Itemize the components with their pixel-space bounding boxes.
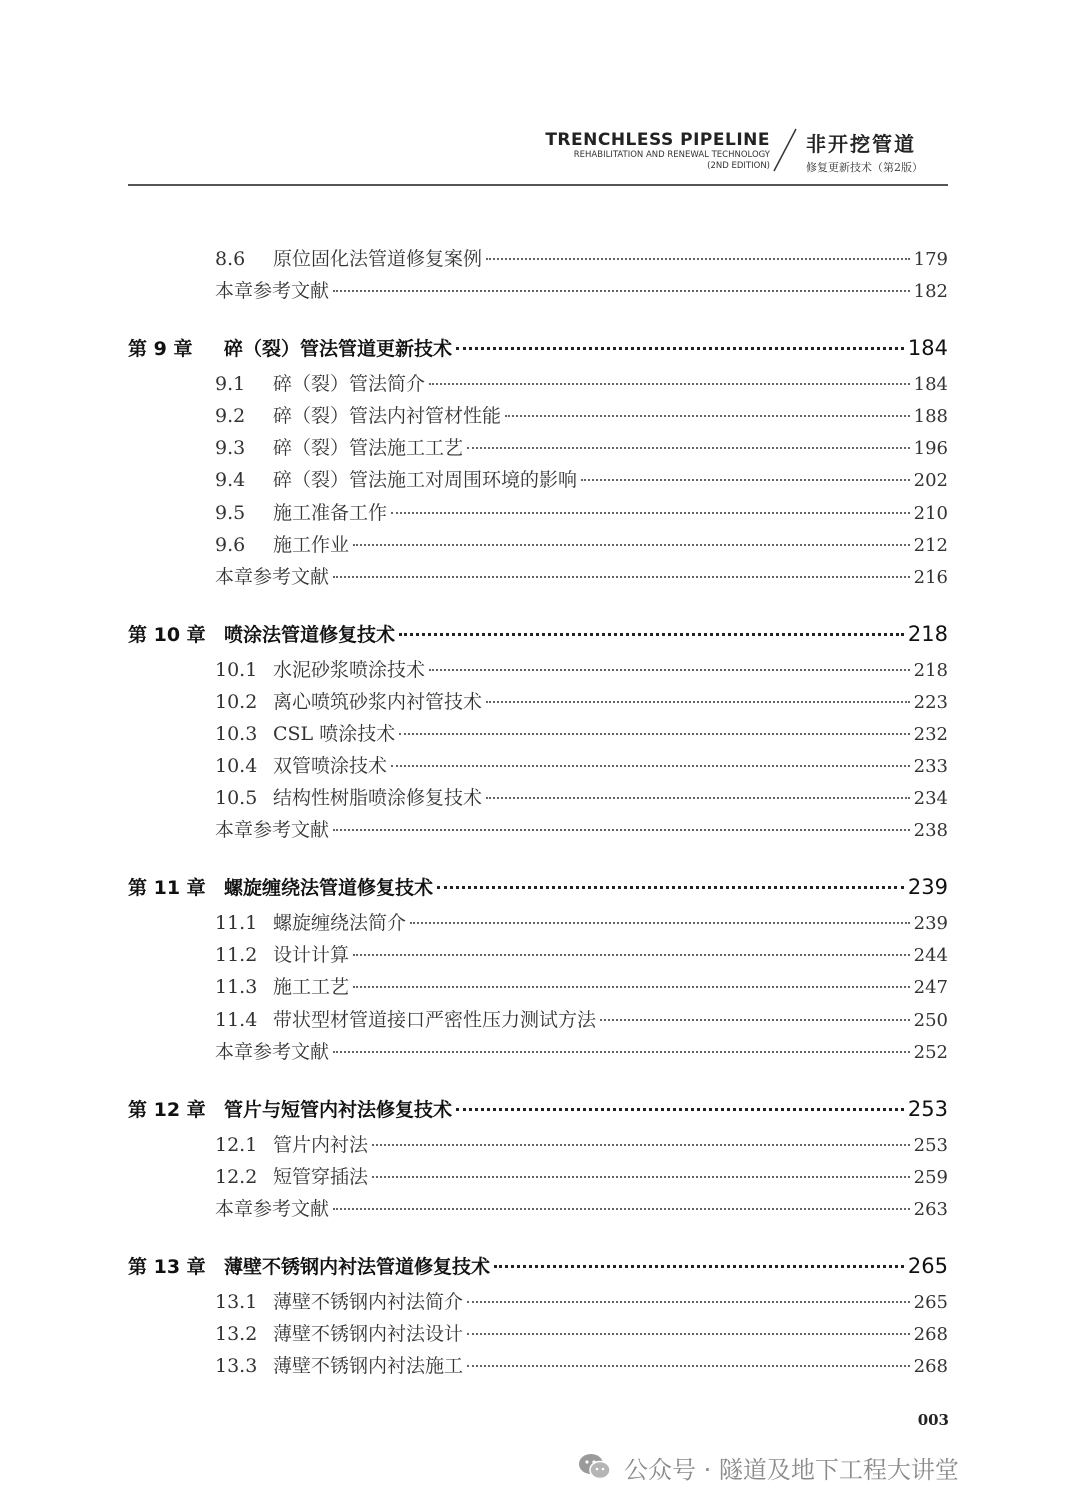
toc-leader-dots bbox=[353, 954, 910, 956]
toc-entry-page: 223 bbox=[913, 691, 948, 713]
toc-section-entry bbox=[215, 687, 948, 714]
toc-entry-page: 265 bbox=[913, 1291, 948, 1313]
toc-entry-title: 本章参考文献 bbox=[215, 280, 330, 303]
toc-chapter-entry bbox=[128, 1252, 948, 1279]
toc-entry-number: 9.4 bbox=[215, 469, 246, 492]
toc-leader-dots bbox=[333, 829, 910, 831]
toc-section-entry bbox=[215, 719, 948, 746]
toc-entry-page: 233 bbox=[913, 756, 948, 777]
toc-entry-title: 管片内衬法 bbox=[273, 1133, 369, 1156]
toc-entry-title: 薄壁不锈钢内衬法简介 bbox=[273, 1290, 464, 1313]
toc-entry-number: 13.3 bbox=[215, 1355, 258, 1377]
toc-section-entry bbox=[215, 1037, 948, 1064]
toc-leader-dots bbox=[486, 797, 910, 799]
toc-entry-page: 268 bbox=[913, 1323, 948, 1345]
toc-section-entry bbox=[215, 465, 948, 492]
toc-section-entry bbox=[215, 1162, 948, 1189]
toc-leader-dots bbox=[372, 1176, 910, 1178]
toc-entry-number: 11.1 bbox=[215, 912, 258, 935]
header-chinese-title: 非开挖管道 bbox=[806, 132, 916, 156]
header-chinese-subtitle: 修复更新技术（第2版） bbox=[806, 161, 923, 174]
toc-section-entry bbox=[215, 530, 948, 557]
toc-entry-page: 253 bbox=[913, 1134, 948, 1156]
toc-entry-number: 第 11 章 bbox=[128, 877, 206, 900]
toc-entry-title: 喷涂法管道修复技术 bbox=[224, 623, 396, 646]
toc-section-entry bbox=[215, 1319, 948, 1346]
toc-entry-page: 210 bbox=[913, 502, 948, 524]
toc-entry-title: 结构性树脂喷涂修复技术 bbox=[273, 787, 483, 810]
toc-section-entry bbox=[215, 940, 948, 967]
toc-leader-dots bbox=[486, 258, 910, 260]
toc-leader-dots bbox=[333, 1051, 910, 1053]
toc-entry-page: 234 bbox=[913, 788, 948, 810]
toc-leader-dots bbox=[467, 1301, 910, 1303]
toc-entry-number: 9.3 bbox=[215, 437, 246, 460]
toc-entry-title: 本章参考文献 bbox=[215, 819, 330, 842]
toc-entry-page: 182 bbox=[913, 281, 948, 303]
toc-leader-dots bbox=[333, 290, 910, 292]
toc-chapter-entry bbox=[128, 873, 948, 900]
toc-entry-title: CSL 喷涂技术 bbox=[273, 722, 396, 745]
toc-entry-number: 10.3 bbox=[215, 722, 258, 745]
toc-entry-page: 252 bbox=[913, 1041, 948, 1063]
toc-entry-title: 本章参考文献 bbox=[215, 565, 330, 588]
toc-entry-number: 8.6 bbox=[215, 248, 246, 270]
toc-leader-dots bbox=[391, 512, 910, 514]
toc-entry-page: 250 bbox=[913, 1009, 948, 1031]
toc-entry-title: 施工工艺 bbox=[273, 976, 350, 999]
toc-entry-page: 218 bbox=[907, 621, 948, 646]
toc-entry-title: 薄壁不锈钢内衬法施工 bbox=[273, 1355, 464, 1377]
toc-leader-dots bbox=[372, 1144, 910, 1146]
running-header bbox=[128, 128, 948, 186]
toc-entry-page: 202 bbox=[913, 470, 948, 492]
toc-leader-dots bbox=[467, 1365, 910, 1367]
toc-section-entry bbox=[215, 1287, 948, 1314]
toc-leader-dots bbox=[333, 1208, 910, 1210]
toc-section-entry bbox=[215, 1005, 948, 1032]
toc-chapter-entry bbox=[128, 620, 948, 647]
toc-leader-dots bbox=[429, 669, 910, 671]
toc-entry-number: 10.1 bbox=[215, 658, 258, 681]
toc-entry-page: 247 bbox=[913, 977, 948, 999]
toc-section-entry bbox=[215, 815, 948, 842]
toc-entry-number: 11.3 bbox=[215, 976, 258, 999]
toc-entry-title: 本章参考文献 bbox=[215, 1040, 330, 1063]
toc-entry-page: 268 bbox=[913, 1356, 948, 1377]
toc-entry-title: 螺旋缠绕法管道修复技术 bbox=[224, 877, 434, 900]
toc-entry-title: 薄壁不锈钢内衬法管道修复技术 bbox=[224, 1255, 491, 1278]
toc-entry-page: 244 bbox=[913, 945, 948, 967]
header-english bbox=[545, 130, 770, 172]
toc-entry-page: 218 bbox=[913, 659, 948, 681]
header-english-title: TRENCHLESS PIPELINE bbox=[545, 130, 770, 150]
toc-entry-page: 212 bbox=[913, 534, 948, 556]
toc-entry-title: 碎（裂）管法简介 bbox=[273, 373, 426, 396]
toc-entry-number: 第 12 章 bbox=[128, 1098, 206, 1121]
toc-leader-dots bbox=[391, 765, 910, 767]
toc-entry-title: 施工作业 bbox=[273, 533, 350, 556]
toc-leader-dots bbox=[505, 415, 910, 417]
toc-entry-number: 12.2 bbox=[215, 1165, 258, 1188]
toc-entry-title: 施工准备工作 bbox=[273, 501, 388, 524]
toc-entry-number: 11.2 bbox=[215, 944, 258, 967]
toc-entry-number: 第 9 章 bbox=[128, 338, 193, 361]
toc-section-entry bbox=[215, 1130, 948, 1157]
toc-section-entry bbox=[215, 655, 948, 682]
toc-entry-number: 13.2 bbox=[215, 1322, 258, 1345]
toc-entry-page: 263 bbox=[913, 1198, 948, 1220]
toc-entry-number: 9.5 bbox=[215, 501, 246, 524]
header-english-edition: (2ND EDITION) bbox=[707, 161, 770, 171]
toc-entry-number: 9.1 bbox=[215, 373, 246, 396]
toc-entry-page: 184 bbox=[913, 374, 948, 396]
toc-entry-title: 本章参考文献 bbox=[215, 1197, 330, 1220]
toc-entry-number: 第 10 章 bbox=[128, 623, 206, 646]
toc-chapter-entry bbox=[128, 334, 948, 361]
toc-entry-title: 碎（裂）管法施工工艺 bbox=[273, 437, 464, 460]
toc-section-entry bbox=[215, 908, 948, 935]
toc-entry-page: 179 bbox=[913, 249, 948, 270]
header-divider-slash bbox=[772, 128, 798, 172]
toc-leader-dots bbox=[581, 479, 910, 481]
toc-entry-title: 原位固化法管道修复案例 bbox=[273, 248, 483, 270]
toc-entry-page: 184 bbox=[907, 336, 948, 361]
toc-entry-page: 239 bbox=[913, 913, 948, 935]
toc-section-entry bbox=[215, 783, 948, 810]
toc-section-entry bbox=[215, 401, 948, 428]
toc-entry-page: 232 bbox=[913, 723, 948, 745]
toc-leader-dots bbox=[429, 383, 910, 385]
toc-entry-number: 13.1 bbox=[215, 1290, 258, 1313]
page-number: 003 bbox=[917, 1411, 949, 1429]
toc-entry-title: 水泥砂浆喷涂技术 bbox=[273, 658, 426, 681]
toc-entry-title: 设计计算 bbox=[273, 944, 350, 967]
toc-section-entry bbox=[215, 498, 948, 525]
watermark bbox=[578, 1447, 959, 1487]
toc-section-entry bbox=[215, 1351, 948, 1378]
toc-entry-number: 11.4 bbox=[215, 1008, 258, 1031]
toc-leader-dots bbox=[486, 701, 910, 703]
toc-leader-dots bbox=[399, 733, 909, 735]
toc-leader-dots bbox=[353, 544, 910, 546]
toc-entry-page: 265 bbox=[907, 1253, 948, 1278]
toc-leader-dots bbox=[467, 1333, 910, 1335]
toc-entry-title: 碎（裂）管法内衬管材性能 bbox=[273, 405, 502, 428]
toc-entry-title: 碎（裂）管法施工对周围环境的影响 bbox=[273, 469, 578, 492]
toc-leader-dots bbox=[399, 633, 904, 636]
toc-entry-page: 216 bbox=[913, 566, 948, 588]
toc-section-entry bbox=[215, 244, 948, 271]
toc-leader-dots bbox=[437, 886, 904, 889]
toc-entry-number: 10.2 bbox=[215, 690, 258, 713]
toc-section-entry bbox=[215, 562, 948, 589]
header-english-subtitle: REHABILITATION AND RENEWAL TECHNOLOGY bbox=[573, 150, 770, 160]
toc-entry-number: 第 13 章 bbox=[128, 1255, 206, 1278]
toc-entry-number: 9.6 bbox=[215, 533, 246, 556]
toc-leader-dots bbox=[333, 576, 910, 578]
toc-section-entry bbox=[215, 751, 948, 778]
toc-entry-page: 238 bbox=[913, 820, 948, 842]
toc-entry-title: 螺旋缠绕法简介 bbox=[273, 912, 407, 935]
watermark-text: 公众号 · 隧道及地下工程大讲堂 bbox=[624, 1455, 959, 1484]
toc-section-entry bbox=[215, 1194, 948, 1221]
toc-leader-dots bbox=[600, 1019, 910, 1021]
toc-entry-title: 离心喷筑砂浆内衬管技术 bbox=[273, 690, 483, 713]
toc-entry-title: 碎（裂）管法管道更新技术 bbox=[224, 338, 453, 361]
toc-section-entry bbox=[215, 972, 948, 999]
toc-entry-number: 9.2 bbox=[215, 405, 246, 428]
toc-section-entry bbox=[215, 433, 948, 460]
toc-entry-title: 带状型材管道接口严密性压力测试方法 bbox=[273, 1008, 597, 1031]
toc-leader-dots bbox=[494, 1265, 904, 1268]
toc-entry-page: 253 bbox=[907, 1096, 948, 1121]
toc-entry-title: 管片与短管内衬法修复技术 bbox=[224, 1098, 453, 1121]
toc-entry-title: 双管喷涂技术 bbox=[273, 755, 388, 777]
toc-entry-number: 10.5 bbox=[215, 787, 258, 810]
header-chinese bbox=[806, 128, 948, 175]
toc-leader-dots bbox=[456, 1108, 904, 1111]
toc-leader-dots bbox=[353, 986, 910, 988]
toc-entry-title: 短管穿插法 bbox=[273, 1165, 369, 1188]
toc-entry-page: 259 bbox=[913, 1166, 948, 1188]
toc-entry-page: 239 bbox=[907, 875, 948, 900]
toc-leader-dots bbox=[456, 347, 904, 350]
toc-entry-number: 10.4 bbox=[215, 755, 258, 777]
toc-chapter-entry bbox=[128, 1095, 948, 1122]
wechat-icon bbox=[578, 1452, 612, 1482]
toc-leader-dots bbox=[467, 447, 910, 449]
toc-entry-title: 薄壁不锈钢内衬法设计 bbox=[273, 1322, 464, 1345]
toc-section-entry bbox=[215, 276, 948, 303]
toc-leader-dots bbox=[410, 922, 910, 924]
toc-entry-number: 12.1 bbox=[215, 1133, 258, 1156]
toc-section-entry bbox=[215, 369, 948, 396]
toc-entry-page: 196 bbox=[913, 438, 948, 460]
toc-entry-page: 188 bbox=[913, 406, 948, 428]
